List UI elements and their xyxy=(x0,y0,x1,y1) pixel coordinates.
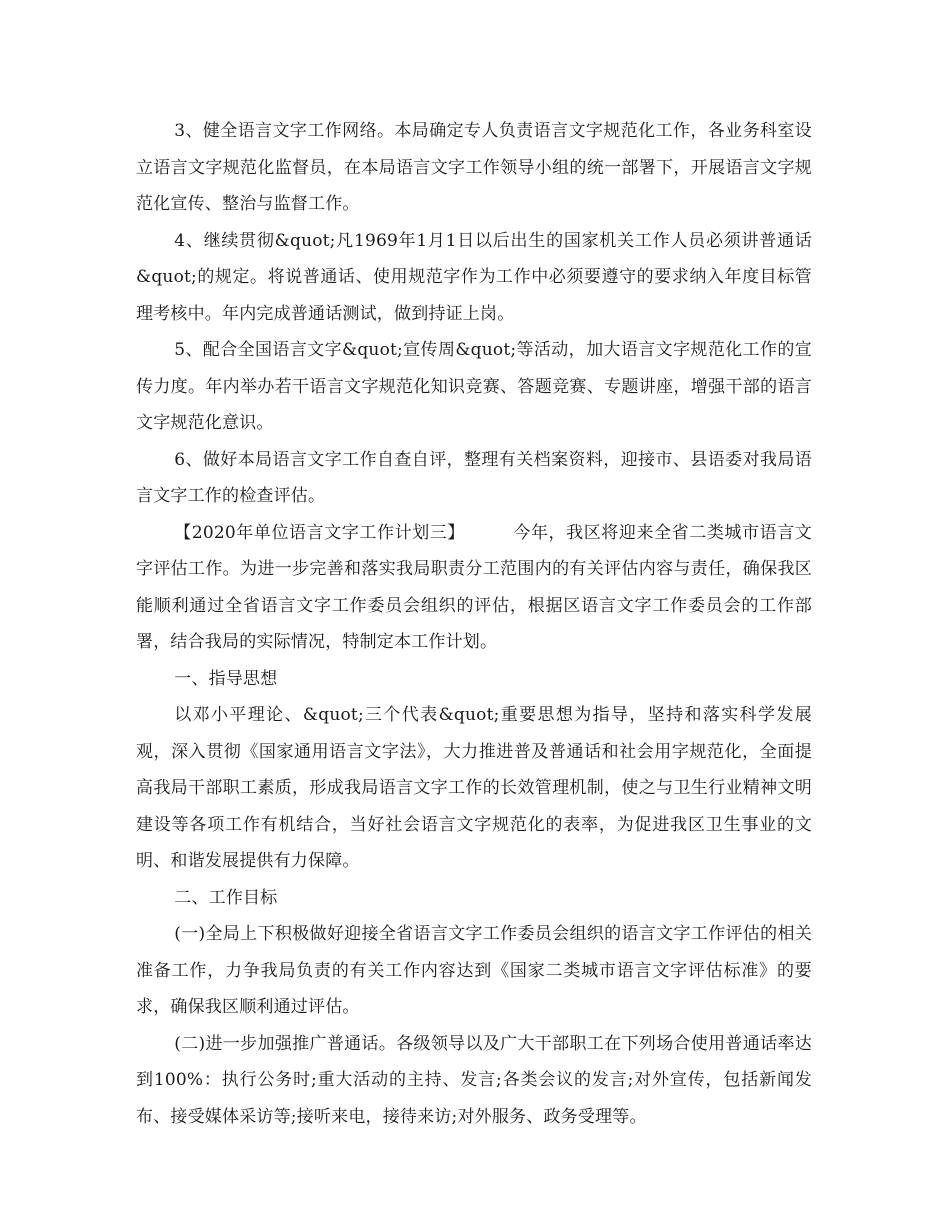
section2-heading: 二、工作目标 xyxy=(174,887,278,908)
section2-item-1: (一)全局上下积极做好迎接全省语言文字工作委员会组织的语言文字工作评估的相关准备工作，力争我局负责的有关工作内容达到《国家二类城市语言文字评估标准》的要求，确保我区顺利通过评估。 xyxy=(136,924,812,1017)
plan3-title: 【2020年单位语言文字工作计划三】 xyxy=(174,522,465,543)
section1-body: 以邓小平理论、&quot;三个代表&quot;重要思想为指导，坚持和落实科学发展观，深入贯彻《国家通用语言文字法》，大力推进普及普通话和社会用字规范化，全面提高我局干部职工素质，形成我局语言文字工作的长效管理机制，使之与卫生行业精神文明建设等各项工作有机结合，当好社会语言文字规范化的表率，为促进我区卫生事业的文明、和谐发展提供有力保障。 xyxy=(136,705,812,871)
paragraph-item-6: 6、做好本局语言文字工作自查自评，整理有关档案资料，迎接市、县语委对我局语言文字工作的检查评估。 xyxy=(136,449,812,506)
section1-heading: 一、指导思想 xyxy=(174,668,278,689)
section2-item-2: (二)进一步加强推广普通话。各级领导以及广大干部职工在下列场合使用普通话率达到100%：执行公务时;重大活动的主持、发言;各类会议的发言;对外宣传，包括新闻发布、接受媒体采访等;接听来电，接待来访;对外服务、政务受理等。 xyxy=(136,1033,812,1127)
paragraph-item-5: 5、配合全国语言文字&quot;宣传周&quot;等活动，加大语言文字规范化工作的宣传力度。年内举办若干语言文字规范化知识竞赛、答题竞赛、专题讲座，增强干部的语言文字规范化意识。 xyxy=(136,340,812,433)
paragraph-item-4: 4、继续贯彻&quot;凡1969年1月1日以后出生的国家机关工作人员必须讲普通话&quot;的规定。将说普通话、使用规范字作为工作中必须要遵守的要求纳入年度目标管理考核中。年内完成普通话测试，做到持证上岗。 xyxy=(136,230,812,324)
plan3-paragraph xyxy=(136,515,812,661)
document-body xyxy=(136,113,812,1135)
plan3-intro: 今年，我区将迎来全省二类城市语言文字评估工作。为进一步完善和落实我局职责分工范围内的有关评估内容与责任，确保我区能顺利通过全省语言文字工作委员会组织的评估，根据区语言文字工作委员会的工作部署，结合我局的实际情况，特制定本工作计划。 xyxy=(136,522,812,652)
paragraph-item-3: 3、健全语言文字工作网络。本局确定专人负责语言文字规范化工作，各业务科室设立语言文字规范化监督员，在本局语言文字工作领导小组的统一部署下，开展语言文字规范化宣传、整治与监督工作。 xyxy=(136,121,812,214)
